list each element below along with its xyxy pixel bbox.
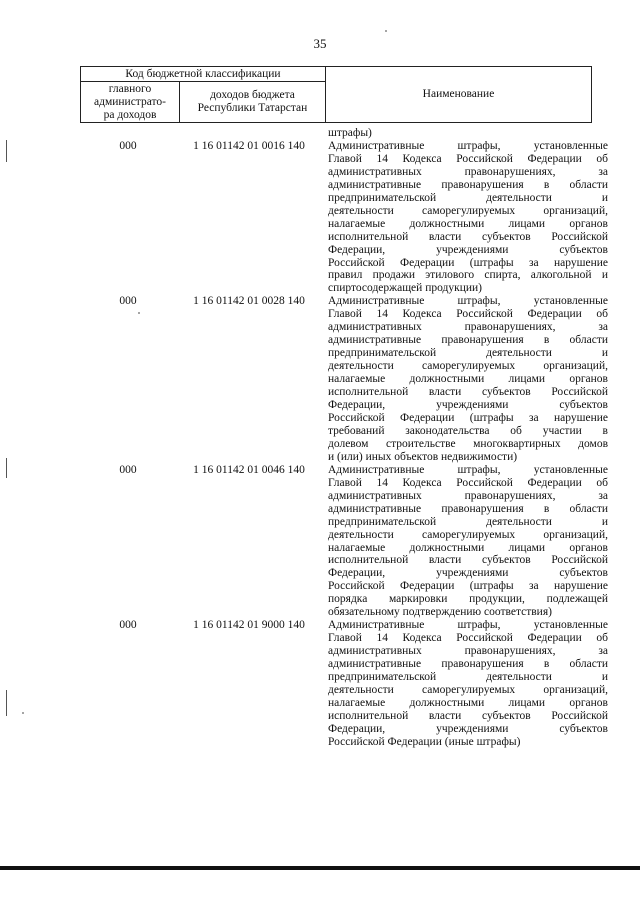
- budget-code-cell: 1 16 01142 01 9000 140: [193, 619, 305, 632]
- name-text-line: предпринимательской деятельности и: [328, 347, 608, 360]
- name-text-line: порядка маркировки продукции, подлежащей: [328, 593, 608, 606]
- scan-bottom-edge: [0, 866, 640, 870]
- admin-header-line: ра доходов: [103, 108, 157, 121]
- name-text-line: исполнительной власти субъектов Российской: [328, 554, 608, 567]
- table-row: [80, 619, 612, 749]
- name-text-line: предпринимательской деятельности и: [328, 191, 608, 204]
- admin-column-header: [81, 82, 180, 123]
- name-text-line: деятельности саморегулируемых организаций,: [328, 360, 608, 373]
- name-text-line: административные правонарушения в области: [328, 658, 608, 671]
- table-body: [80, 127, 612, 749]
- name-text-line: Российской Федерации (штрафы за нарушение: [328, 256, 608, 269]
- income-header-line: доходов бюджета: [210, 89, 295, 101]
- name-text-line: налагаемые должностными лицами органов: [328, 217, 608, 230]
- name-text-line: деятельности саморегулируемых организаций,: [328, 683, 608, 696]
- name-text-line: Административные штрафы, установленные: [328, 463, 608, 476]
- name-text-line: Главой 14 Кодекса Российской Федерации об: [328, 476, 608, 489]
- admin-code-cell: 000: [119, 295, 137, 308]
- name-text-line: Главой 14 Кодекса Российской Федерации об: [328, 152, 608, 165]
- margin-binding-mark: [6, 140, 7, 162]
- name-text-line: исполнительной власти субъектов Российской: [328, 386, 608, 399]
- name-text-line: деятельности саморегулируемых организаций,: [328, 528, 608, 541]
- name-text-line: Главой 14 Кодекса Российской Федерации об: [328, 632, 608, 645]
- name-cell: [328, 295, 608, 463]
- name-text-line: административные правонарушения в области: [328, 178, 608, 191]
- name-text-line: Административные штрафы, установленные: [328, 619, 608, 632]
- budget-code-cell: 1 16 01142 01 0046 140: [193, 463, 305, 476]
- name-text-line: административные правонарушения в области: [328, 502, 608, 515]
- name-text-line: административных правонарушениях, за: [328, 489, 608, 502]
- name-text-line: налагаемые должностными лицами органов: [328, 696, 608, 709]
- admin-code-cell: 000: [119, 139, 137, 152]
- name-text-line: исполнительной власти субъектов Российской: [328, 709, 608, 722]
- table-row: [80, 140, 612, 295]
- name-text-line: Административные штрафы, установленные: [328, 139, 608, 152]
- name-column-header: Наименование: [326, 67, 592, 123]
- name-text-line: исполнительной власти субъектов Российской: [328, 230, 608, 243]
- page-number: 35: [313, 36, 327, 51]
- name-text-line: налагаемые должностными лицами органов: [328, 373, 608, 386]
- name-text-line: Российской Федерации (иные штрафы): [328, 735, 521, 748]
- name-text-line: административных правонарушениях, за: [328, 645, 608, 658]
- admin-code-cell: 000: [119, 463, 137, 476]
- name-text-line: Главой 14 Кодекса Российской Федерации об: [328, 308, 608, 321]
- name-text-line: и (или) иных объектов недвижимости): [328, 450, 518, 463]
- name-text-line: административные правонарушения в области: [328, 334, 608, 347]
- name-text-line: спиртосодержащей продукции): [328, 282, 482, 295]
- margin-binding-mark: [6, 458, 7, 478]
- name-text-line: Федерации, учреждениями субъектов: [328, 722, 608, 735]
- name-text-line: предпринимательской деятельности и: [328, 515, 608, 528]
- table-row: [80, 464, 612, 619]
- continuation-row: [80, 127, 612, 140]
- admin-header-line: главного: [108, 82, 152, 95]
- table-row: [80, 295, 612, 463]
- name-text-line: Федерации, учреждениями субъектов: [328, 399, 608, 412]
- name-text-line: обязательному подтверждению соответствия): [328, 606, 552, 619]
- name-text-line: деятельности саморегулируемых организаций,: [328, 204, 608, 217]
- budget-code-cell: 1 16 01142 01 0028 140: [193, 295, 305, 308]
- name-text-line: Федерации, учреждениями субъектов: [328, 567, 608, 580]
- name-text-line: Административные штрафы, установленные: [328, 295, 608, 308]
- scan-speck: [22, 712, 24, 714]
- name-text-line: штрафы): [328, 127, 372, 139]
- name-text-line: Российской Федерации (штрафы за нарушение: [328, 411, 608, 424]
- name-text-line: требований законодательства об участии в: [328, 424, 608, 437]
- name-text-line: правил продажи этилового спирта, алкогольной и: [328, 269, 608, 282]
- name-text-line: налагаемые должностными лицами органов: [328, 541, 608, 554]
- name-text-line: административных правонарушениях, за: [328, 165, 608, 178]
- scan-speck: [385, 30, 387, 32]
- budget-code-cell: 1 16 01142 01 0016 140: [193, 139, 305, 152]
- name-cell: [328, 140, 608, 295]
- admin-code-cell: 000: [119, 619, 137, 632]
- income-header-line: Республики Татарстан: [197, 102, 308, 114]
- margin-binding-mark: [6, 690, 7, 716]
- admin-header-line: администрато-: [94, 95, 166, 108]
- name-cell: [328, 619, 608, 749]
- name-cell: [328, 464, 608, 619]
- table-header: [80, 66, 592, 123]
- name-text-line: административных правонарушениях, за: [328, 321, 608, 334]
- income-column-header: [180, 82, 326, 123]
- budget-classification-header: Код бюджетной классификации: [81, 67, 326, 82]
- name-text-line: Федерации, учреждениями субъектов: [328, 243, 608, 256]
- name-text-line: Российской Федерации (штрафы за нарушение: [328, 580, 608, 593]
- name-text-line: долевом строительстве многоквартирных домов: [328, 437, 608, 450]
- name-text-line: предпринимательской деятельности и: [328, 671, 608, 684]
